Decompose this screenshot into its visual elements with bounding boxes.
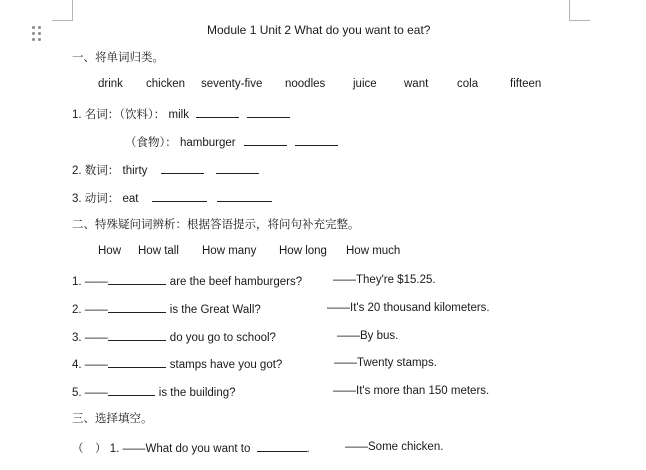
question-dash: —— (84, 359, 108, 371)
answer-blank[interactable] (247, 106, 290, 118)
question-5 (72, 384, 236, 400)
word-bank-item: want (404, 78, 429, 90)
question-1-answer: ——They're $15.25. (333, 274, 436, 286)
word-bank-item: cola (457, 78, 479, 90)
drag-handle-icon[interactable] (32, 26, 42, 42)
question-end: . (306, 443, 310, 455)
answer-blank[interactable] (108, 356, 166, 368)
answer-blank[interactable] (257, 440, 307, 452)
question-5-answer: ——It's more than 150 meters. (333, 385, 490, 397)
question-text: ——What do you want to (122, 443, 251, 455)
question-4-answer: ——Twenty stamps. (334, 357, 437, 369)
item-label: 动词： (84, 193, 120, 205)
word-bank-item: fifteen (510, 78, 542, 90)
answer-blank[interactable] (216, 162, 259, 174)
item-example: eat (122, 193, 139, 205)
item-example: milk (168, 109, 189, 121)
classify-item-nouns-drinks (72, 106, 290, 122)
word-bank-item: drink (98, 78, 123, 90)
answer-blank[interactable] (196, 106, 239, 118)
question-3-answer: ——By bus. (337, 330, 399, 342)
classify-item-verbs (72, 190, 272, 206)
word-bank-item: chicken (146, 78, 185, 90)
question-number: 1. (109, 443, 120, 455)
word-bank-item: noodles (285, 78, 326, 90)
crop-mark-top-left (52, 0, 73, 21)
section3-heading: 三、选择填空。 (72, 413, 153, 425)
choice-question-1-answer: ——Some chicken. (345, 441, 444, 453)
item-number: 3. (72, 193, 82, 205)
question-number: 3. (72, 332, 82, 344)
item-example: hamburger (179, 137, 236, 149)
answer-blank[interactable] (217, 190, 272, 202)
item-label: 数词： (84, 165, 120, 177)
word-bank-item: seventy-five (201, 78, 263, 90)
option-item: How tall (138, 245, 179, 257)
section1-heading: 一、将单词归类。 (72, 52, 164, 64)
option-item: How (98, 245, 122, 257)
answer-blank[interactable] (295, 134, 338, 146)
answer-paren[interactable]: （ ） (72, 443, 107, 455)
answer-blank[interactable] (108, 273, 166, 285)
question-2-answer: ——It's 20 thousand kilometers. (327, 302, 490, 314)
answer-blank[interactable] (108, 384, 155, 396)
item-label: （食物）： (125, 137, 177, 149)
question-text: is the building? (158, 387, 236, 399)
option-item: How much (346, 245, 401, 257)
choice-question-1 (72, 440, 310, 456)
question-number: 5. (72, 387, 82, 399)
question-2 (72, 301, 261, 317)
question-text: stamps have you got? (169, 359, 283, 371)
question-number: 4. (72, 359, 82, 371)
classify-item-numerals (72, 162, 259, 178)
question-text: is the Great Wall? (169, 304, 261, 316)
question-3 (72, 329, 276, 345)
item-number: 1. (72, 109, 82, 121)
question-1 (72, 273, 302, 289)
question-number: 2. (72, 304, 82, 316)
question-dash: —— (84, 387, 108, 399)
question-4 (72, 356, 282, 372)
item-number: 2. (72, 165, 82, 177)
item-label: 名词：（饮料）： (84, 109, 166, 121)
page-title: Module 1 Unit 2 What do you want to eat? (207, 23, 431, 37)
question-text: do you go to school? (169, 332, 276, 344)
section2-heading: 二、特殊疑问词辨析：根据答语提示，将问句补充完整。 (72, 219, 360, 231)
question-dash: —— (84, 332, 108, 344)
question-text: are the beef hamburgers? (169, 276, 303, 288)
answer-blank[interactable] (108, 329, 166, 341)
classify-item-nouns-food (125, 134, 338, 150)
answer-blank[interactable] (108, 301, 166, 313)
option-item: How long (279, 245, 327, 257)
answer-blank[interactable] (161, 162, 204, 174)
option-item: How many (202, 245, 257, 257)
question-dash: —— (84, 304, 108, 316)
answer-blank[interactable] (244, 134, 287, 146)
question-number: 1. (72, 276, 82, 288)
crop-mark-top-right (569, 0, 590, 21)
word-bank-item: juice (353, 78, 377, 90)
item-example: thirty (122, 165, 148, 177)
answer-blank[interactable] (152, 190, 207, 202)
question-dash: —— (84, 276, 108, 288)
